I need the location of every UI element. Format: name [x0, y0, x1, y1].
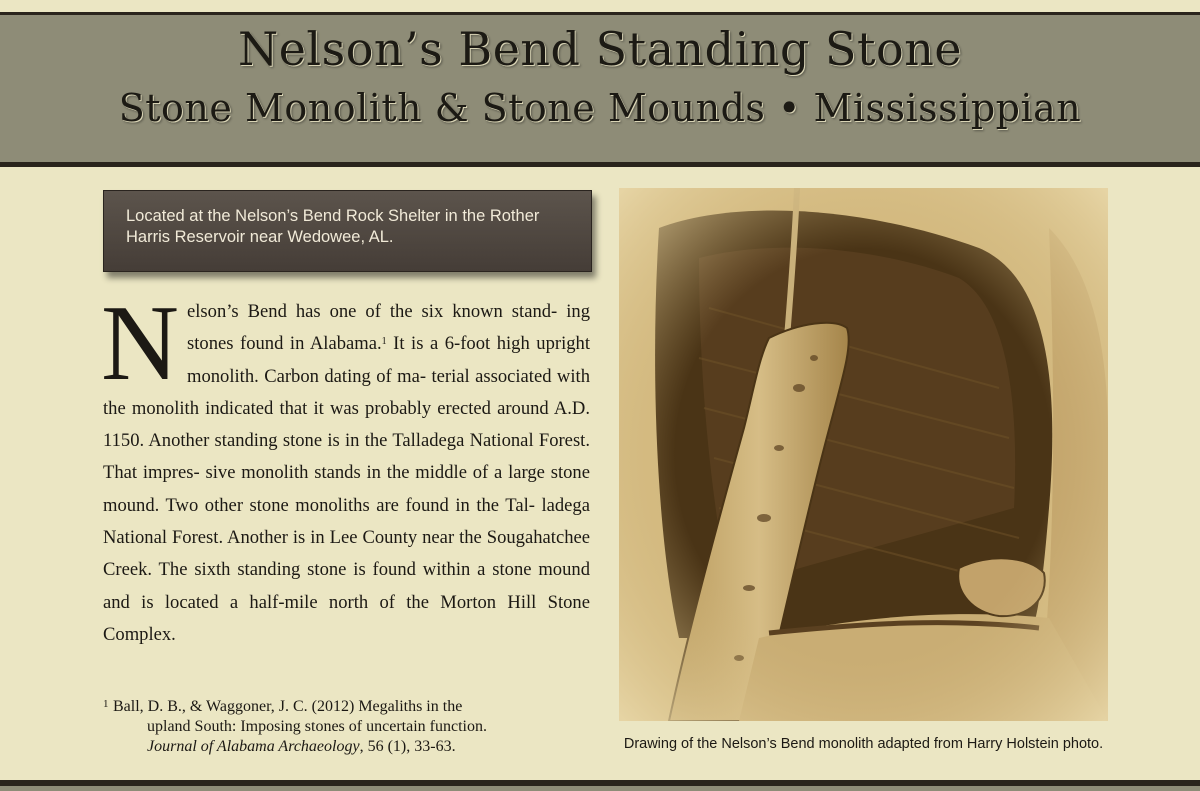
callout-line-1: Located at the Nelson’s Bend Rock Shelter in the Rother — [126, 207, 540, 225]
footnote-line-3-tail: , 56 (1), 33-63. — [359, 738, 456, 755]
callout-line-2: Harris Reservoir near Wedowee, AL. — [126, 228, 394, 246]
monolith-drawing — [619, 188, 1108, 721]
footnote-mark: 1 — [103, 698, 109, 710]
footnote-journal: Journal of Alabama Archaeology — [147, 738, 360, 755]
body-line-12: north of the Morton Hill Stone Complex. — [103, 591, 590, 645]
body-line-6: stone is in the Talladega National Forest. That impres- — [103, 430, 590, 484]
location-callout — [103, 190, 592, 272]
body-line-2-tail: It is a 6-foot — [386, 333, 491, 355]
monolith-drawing-image — [619, 188, 1108, 721]
footnote-line-3 — [103, 737, 583, 757]
body-paragraph — [101, 284, 591, 651]
body-line-1: elson’s Bend has one of the six known stand- — [187, 301, 558, 322]
drop-cap: N — [101, 284, 179, 403]
bottom-border-strip — [0, 786, 1200, 791]
body-line-7: sive monolith stands in the middle of a large stone — [205, 462, 590, 484]
footnote — [103, 697, 583, 757]
footnote-line-2: upland South: Imposing stones of uncertain function. — [147, 718, 487, 735]
figure-caption: Drawing of the Nelson’s Bend monolith adapted from Harry Holstein photo. — [623, 736, 1104, 752]
body-line-3: high upright monolith. Carbon dating of ma- — [187, 333, 591, 387]
body-line-9: ladega National Forest. Another is in Lee County near — [103, 494, 590, 549]
body-line-4: terial associated with the monolith indicated that it was — [103, 365, 590, 419]
top-border-strip — [0, 0, 1200, 12]
footnote-ref: 1 — [381, 336, 387, 348]
page-title: Nelson’s Bend Standing Stone — [237, 22, 963, 76]
body-line-8: mound. Two other stone monoliths are found in the Tal- — [103, 494, 535, 516]
body-line-10: the Sougahatchee Creek. The sixth standing stone is — [103, 527, 591, 581]
body-line-5: probably erected around A.D. 1150. Another standing — [103, 397, 590, 452]
page-subtitle: Stone Monolith & Stone Mounds • Mississippian — [118, 86, 1082, 130]
body-line-11: found within a stone mound and is located a half-mile — [103, 559, 590, 613]
footnote-line-1: Ball, D. B., & Waggoner, J. C. (2012) Megaliths in the — [113, 698, 463, 715]
body-line-2: ing stones found in Alabama. — [187, 301, 590, 355]
